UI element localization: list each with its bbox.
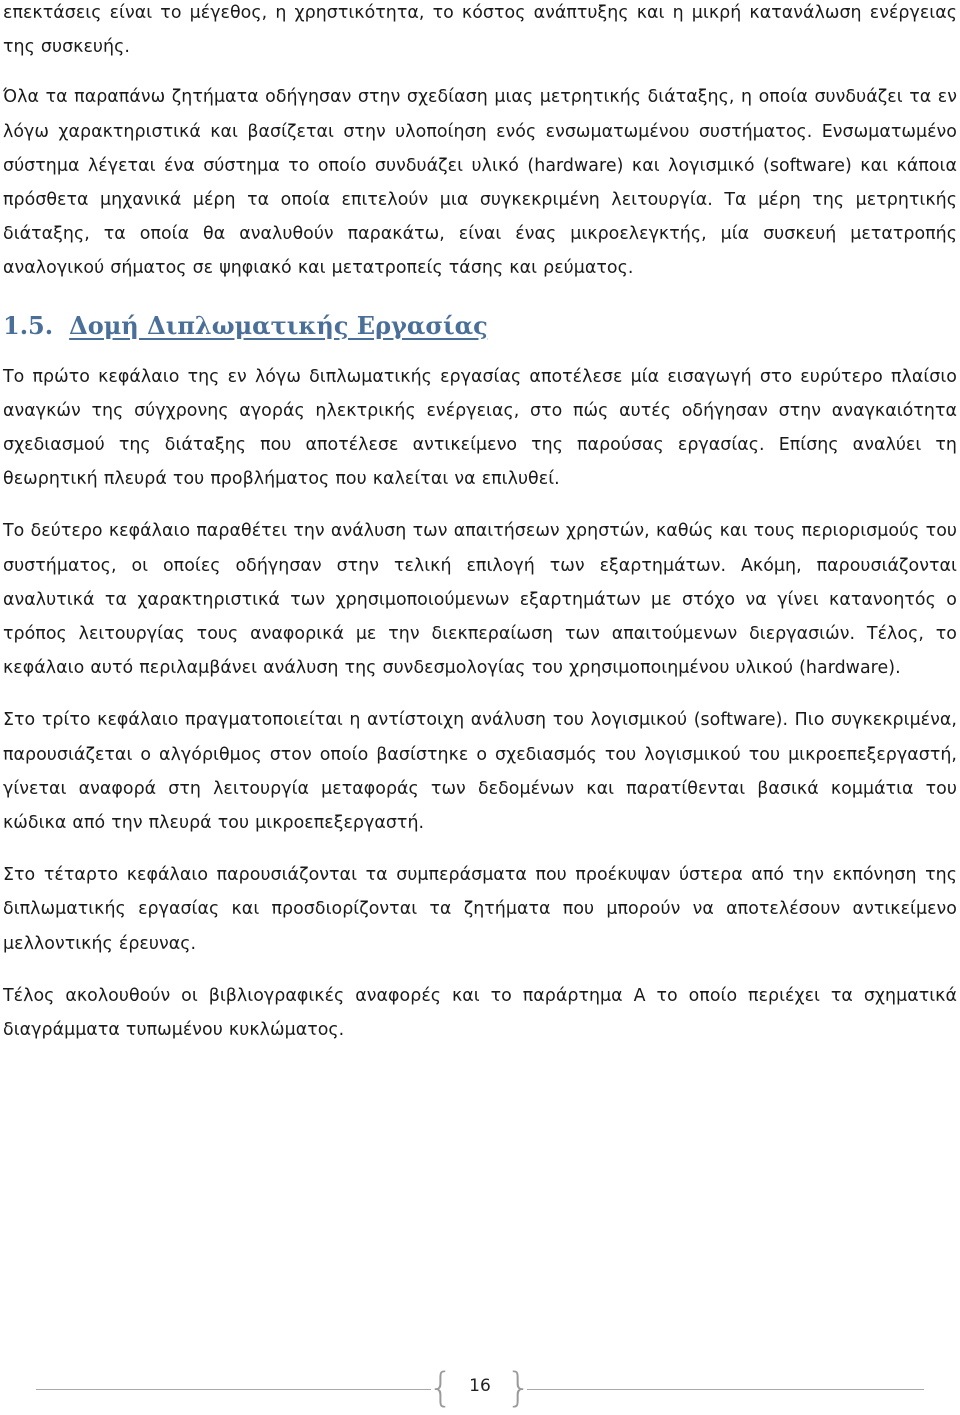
document-page: [3, 0, 957, 1047]
section-title: Δομή Διπλωματικής Εργασίας: [69, 310, 488, 340]
paragraph-chapter-3: Στο τρίτο κεφάλαιο πραγματοποιείται η αντίστοιχη ανάλυση του λογισμικού (software). Πιο συγκεκριμένα, παρουσιάζεται ο αλγόριθμος στον οποίο βασίστηκε ο σχεδιασμός του λογισμικού του μικροεπεξεργαστή, γίνεται αναφορά στη λειτουργία μεταφοράς των δεδομένων και παρατίθενται βασικά κομμάτια του κώδικα από την πλευρά του μικροεπεξεργαστή.: [3, 710, 957, 834]
footer-rule-left: [36, 1389, 431, 1390]
paragraph-embedded-system: Όλα τα παραπάνω ζητήματα οδήγησαν στην σχεδίαση μιας μετρητικής διάταξης, η οποία συνδυάζει τα εν λόγω χαρακτηριστικά και βασίζεται στην υλοποίηση ενός ενσωματωμένου συστήματος. Ενσωματωμένο σύστημα λέγεται ένα σύστημα το οποίο συνδυάζει υλικό (hardware) και λογισμικό (software) και κάποια πρόσθετα μηχανικά μέρη τα οποία επιτελούν μια συγκεκριμένη λειτουργία. Τα μέρη της μετρητικής διάταξης, τα οποία θα αναλυθούν παρακάτω, είναι ένας μικροελεγκτής, μία συσκευή μετατροπής αναλογικού σήματος σε ψηφιακό και μετατροπείς τάσης και ρεύματος.: [3, 87, 957, 279]
left-brace-icon: {: [428, 1365, 454, 1411]
section-heading: [3, 298, 957, 354]
right-brace-icon: }: [506, 1365, 532, 1411]
paragraph-chapter-2: Το δεύτερο κεφάλαιο παραθέτει την ανάλυση των απαιτήσεων χρηστών, καθώς και τους περιορισμούς του συστήματος, οι οποίες οδήγησαν στην τελική επιλογή των εξαρτημάτων. Ακόμη, παρουσιάζονται αναλυτικά τα χαρακτηριστικά των χρησιμοποιούμενων εξαρτημάτων με στόχο να γίνει κατανοητός ο τρόπος λειτουργίας τους αναφορικά με την διεκπεραίωση των απαιτούμενων διεργασιών. Τέλος, το κεφάλαιο αυτό περιλαμβάνει ανάλυση της συνδεσμολογίας του χρησιμοποιημένου υλικού (hardware).: [3, 521, 957, 679]
footer-rule-right: [527, 1389, 924, 1390]
paragraph-closing: Τέλος ακολουθούν οι βιβλιογραφικές αναφορές και το παράρτημα Α το οποίο περιέχει τα σχηματικά διαγράμματα τυπωμένου κυκλώματος.: [3, 985, 957, 1041]
section-number: 1.5.: [3, 310, 54, 340]
page-footer: [0, 1365, 960, 1413]
paragraph-chapter-1: Το πρώτο κεφάλαιο της εν λόγω διπλωματικής εργασίας αποτέλεσε μία εισαγωγή στο ευρύτερο πλαίσιο αναγκών της σύγχρονης αγοράς ηλεκτρικής ενέργειας, στο πώς αυτές οδήγησαν στην αναγκαιότητα σχεδιασμού της διάταξης που αποτέλεσε αντικείμενο της παρούσας εργασίας. Επίσης αναλύει τη θεωρητική πλευρά του προβλήματος που καλείται να επιλυθεί.: [3, 366, 957, 490]
paragraph-continuation: επεκτάσεις είναι το μέγεθος, η χρηστικότητα, το κόστος ανάπτυξης και η μικρή κατανάλωση ενέργειας της συσκευής.: [3, 3, 957, 58]
page-number: 16: [469, 1376, 491, 1396]
paragraph-chapter-4: Στο τέταρτο κεφάλαιο παρουσιάζονται τα συμπεράσματα που προέκυψαν ύστερα από την εκπόνηση της διπλωματικής εργασίας και προσδιορίζονται τα ζητήματα που μπορούν να αποτελέσουν αντικείμενο μελλοντικής έρευνας.: [3, 865, 957, 954]
